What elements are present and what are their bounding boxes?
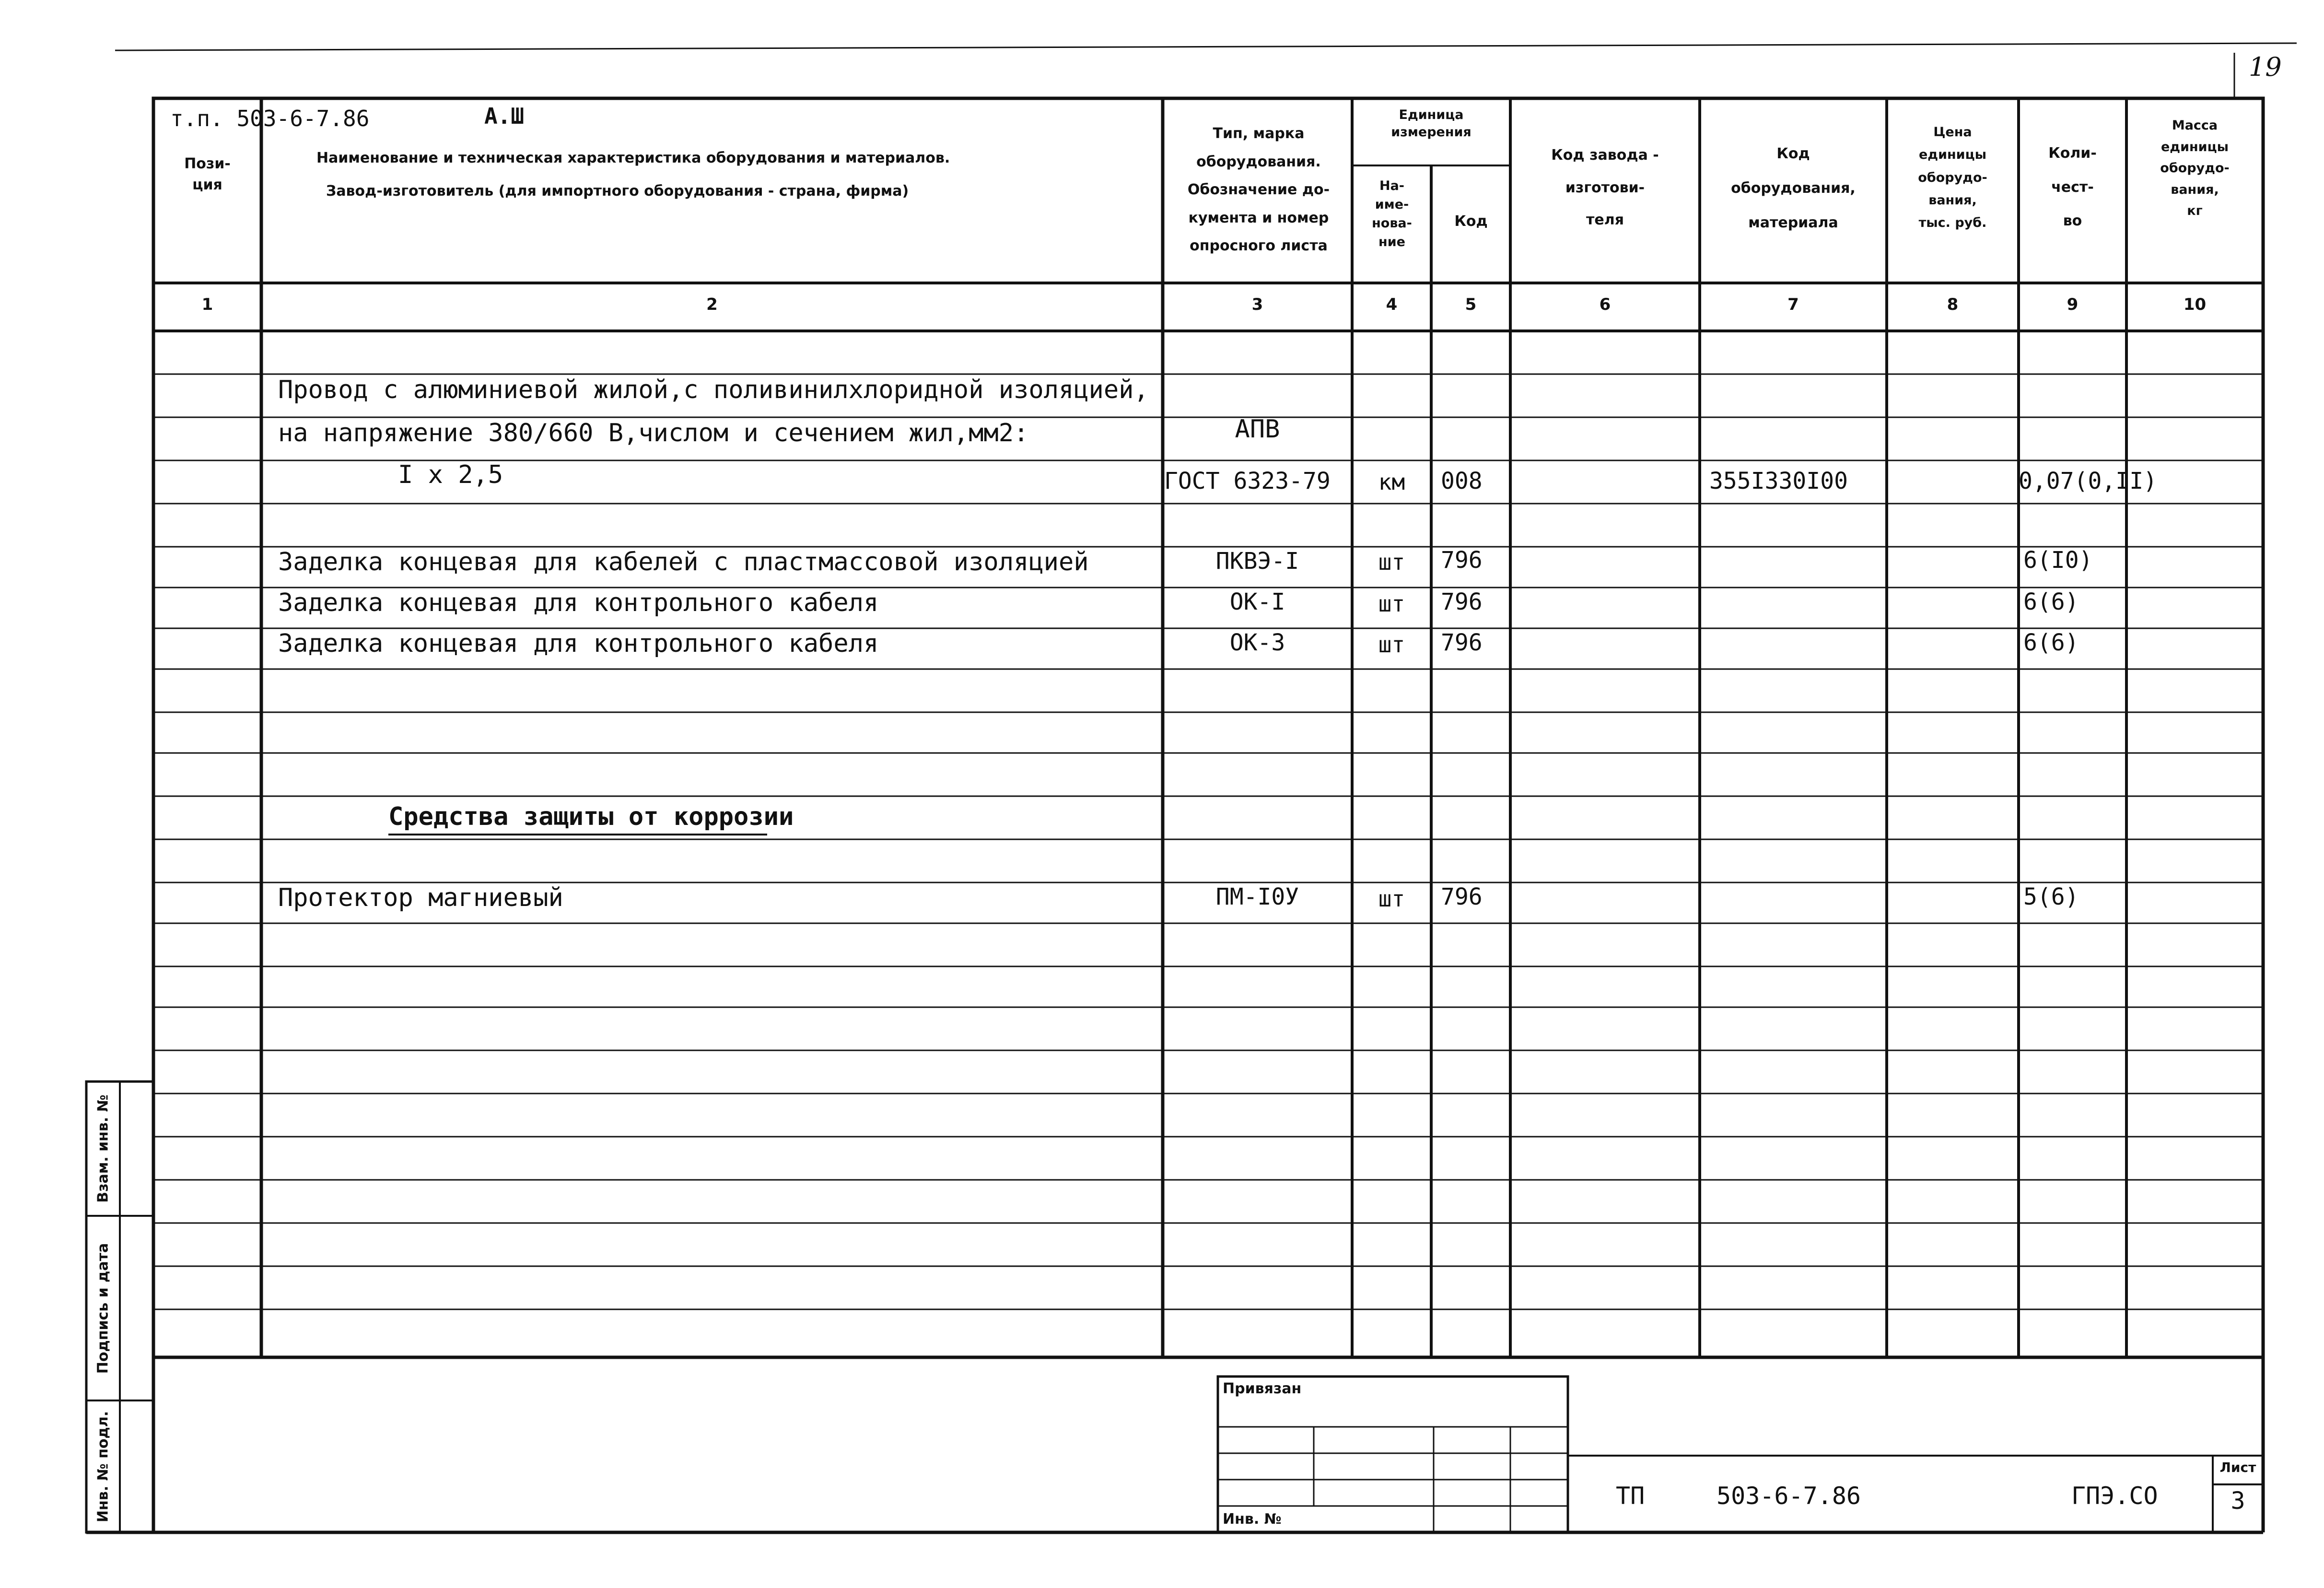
row-type: ПКВЭ-I bbox=[1215, 548, 1299, 575]
row-unit: шт bbox=[1378, 591, 1405, 617]
row-type: ГОСТ 6323-79 bbox=[1164, 468, 1331, 494]
title-project-number: 503-6-7.86 bbox=[1717, 1482, 1861, 1510]
header-type: Тип, марка оборудования. Обозначение до- кумента и номер опросного листа bbox=[1187, 125, 1330, 254]
row-name: Провод с алюминиевой жилой,с поливинилхлоридной изоляцией, bbox=[278, 376, 1149, 404]
header-quantity: Коли- чест- во bbox=[2048, 145, 2097, 229]
column-number-10: 10 bbox=[2183, 295, 2207, 314]
header-name: Наименование и техническая характеристика оборудования и материалов. Завод-изготовитель (для импортного оборудования - страна, фирма) bbox=[316, 150, 950, 200]
column-number-7: 7 bbox=[1787, 295, 1799, 314]
row-name: Заделка концевая для кабелей с пластмассовой изоляцией bbox=[278, 548, 1089, 576]
doc-code: т.п. 503-6-7.86 bbox=[170, 106, 370, 131]
row-type: АПВ bbox=[1235, 415, 1280, 444]
column-number-9: 9 bbox=[2067, 295, 2079, 314]
row-code: 796 bbox=[1441, 629, 1483, 656]
column-number-8: 8 bbox=[1947, 295, 1959, 314]
stamp-bound-label: Привязан bbox=[1223, 1380, 1302, 1397]
header-position: Пози- ция bbox=[184, 155, 231, 193]
handwritten-sheet-number: 19 bbox=[2249, 52, 2282, 82]
header-material-code: Код оборудования, материала bbox=[1731, 145, 1856, 231]
header-mass: Масса единицы оборудо- вания, кг bbox=[2160, 118, 2230, 219]
row-name: Заделка концевая для контрольного кабеля bbox=[278, 629, 879, 658]
row-code: 008 bbox=[1441, 468, 1483, 494]
column-number-2: 2 bbox=[706, 295, 718, 314]
row-name: I x 2,5 bbox=[398, 460, 503, 489]
column-number-5: 5 bbox=[1465, 295, 1477, 314]
row-unit: шт bbox=[1378, 632, 1405, 658]
row-unit: шт bbox=[1378, 549, 1405, 575]
row-quantity: 0,07(0,II) bbox=[2019, 468, 2157, 494]
row-code: 796 bbox=[1441, 883, 1483, 910]
title-sheet-number: 3 bbox=[2231, 1487, 2245, 1515]
row-unit: шт bbox=[1378, 886, 1405, 912]
row-code: 796 bbox=[1441, 547, 1483, 574]
side-label-signature-date: Подпись и дата bbox=[94, 1243, 112, 1374]
row-type: ОК-3 bbox=[1229, 629, 1285, 656]
side-label-original-inventory: Инв. № подл. bbox=[94, 1411, 112, 1523]
row-unit: км bbox=[1378, 469, 1405, 495]
column-number-4: 4 bbox=[1386, 295, 1398, 314]
header-unit: Единица измерения bbox=[1391, 107, 1471, 140]
header-unit-name: На- име- нова- ние bbox=[1372, 178, 1412, 250]
row-name: Протектор магниевый bbox=[278, 883, 563, 912]
section-title: Средства защиты от коррозии bbox=[388, 802, 794, 831]
header-factory-code: Код завода - изготови- теля bbox=[1551, 147, 1659, 228]
title-section-code: ГПЭ.СО bbox=[2071, 1482, 2158, 1510]
row-name: Заделка концевая для контрольного кабеля bbox=[278, 588, 879, 617]
row-quantity: 6(6) bbox=[2023, 629, 2079, 656]
row-material-code: 355I330I00 bbox=[1709, 468, 1848, 494]
row-type: ОК-I bbox=[1229, 588, 1285, 615]
row-quantity: 6(6) bbox=[2023, 588, 2079, 615]
title-sheet-label: Лист bbox=[2219, 1459, 2256, 1475]
row-type: ПМ-I0У bbox=[1215, 883, 1299, 910]
column-number-3: 3 bbox=[1251, 295, 1263, 314]
header-price: Цена единицы оборудо- вания, тыс. руб. bbox=[1918, 125, 1987, 230]
title-tp: ТП bbox=[1616, 1482, 1645, 1510]
column-number-6: 6 bbox=[1599, 295, 1611, 314]
side-label-replacement-inventory: Взам. инв. № bbox=[94, 1094, 112, 1203]
row-name: на напряжение 380/660 В,числом и сечением жил,мм2: bbox=[278, 419, 1029, 447]
stamp-inventory-label: Инв. № bbox=[1223, 1511, 1282, 1528]
column-number-1: 1 bbox=[201, 295, 213, 314]
album-label: А.Ш bbox=[484, 103, 525, 129]
row-code: 796 bbox=[1441, 588, 1483, 615]
row-quantity: 6(I0) bbox=[2023, 547, 2093, 574]
header-unit-code: Код bbox=[1454, 213, 1488, 230]
row-quantity: 5(6) bbox=[2023, 883, 2079, 910]
